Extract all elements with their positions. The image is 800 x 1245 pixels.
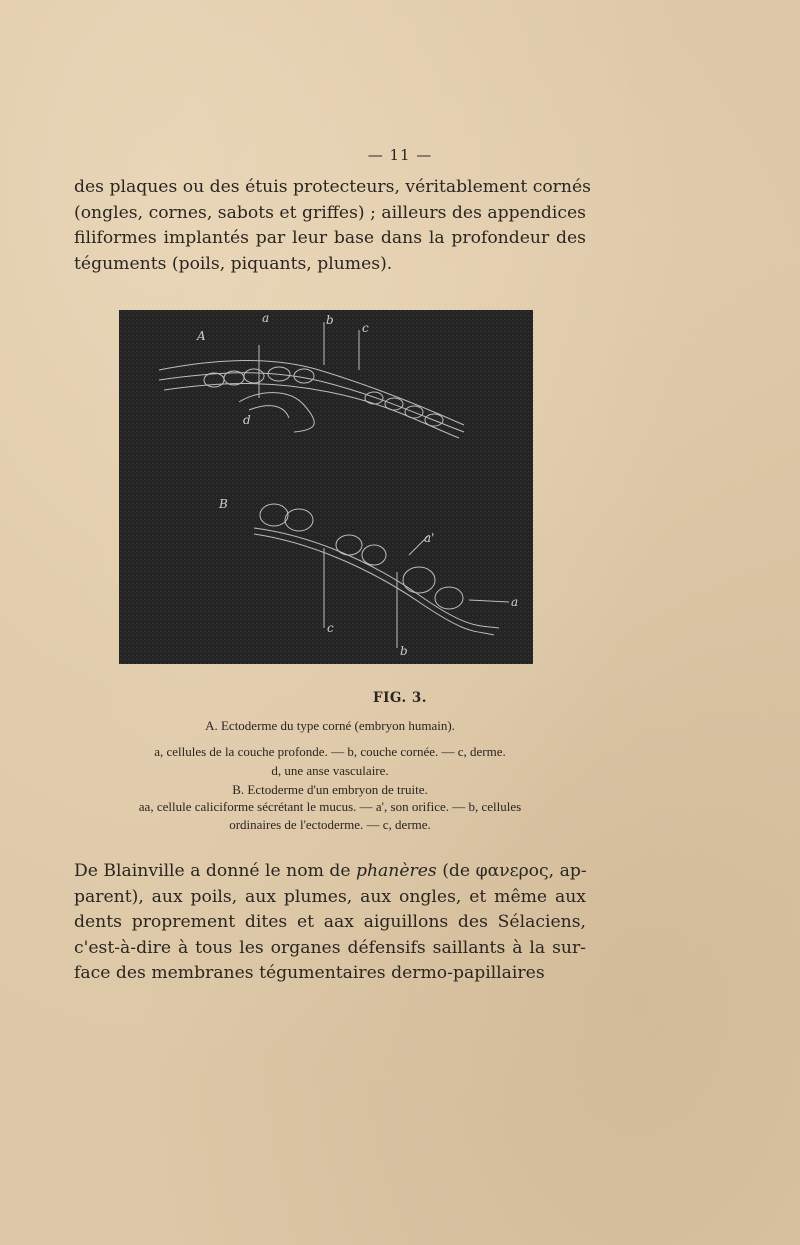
ectoderm-engraving <box>119 310 533 664</box>
caption-line: aa, cellule caliciforme sécrétant le mucus. — a', son orifice. — b, cellules <box>138 799 522 814</box>
figure-label: a' <box>424 531 435 545</box>
text-segment: (de φανερος, ap- <box>436 861 587 881</box>
figure-label: b <box>400 644 408 658</box>
figure-label: A <box>197 329 206 343</box>
figure-label: B <box>219 497 228 511</box>
paragraph-phaneres <box>74 859 586 987</box>
text-line: face des membranes tégumentaires dermo-papillaires <box>74 963 545 983</box>
text-line: filiformes implantés par leur base dans la profondeur des <box>74 228 586 248</box>
caption-line: d, une anse vasculaire. <box>271 763 389 778</box>
text-line <box>74 859 586 885</box>
figure-label: d <box>243 413 251 427</box>
text-line: (ongles, cornes, sabots et griffes) ; ailleurs des appendices <box>74 202 586 223</box>
caption-line: ordinaires de l'ectoderme. — c, derme. <box>229 817 431 832</box>
caption-line: B. Ectoderme d'un embryon de truite. <box>232 782 428 797</box>
figure-label: a <box>511 595 519 609</box>
text-segment: De Blainville a donné le nom de <box>74 861 356 881</box>
figure-title: FIG. 3. <box>373 690 427 706</box>
text-line: des plaques ou des étuis protecteurs, véritablement cornés <box>74 177 591 197</box>
caption-line: A. Ectoderme du type corné (embryon humain). <box>205 718 455 733</box>
figure-label: b <box>326 313 334 327</box>
text-line: téguments (poils, piquants, plumes). <box>74 253 393 274</box>
figure-label: c <box>327 621 334 635</box>
text-line: parent), aux poils, aux plumes, aux ongles, et même aux <box>74 886 586 907</box>
paragraph-intro <box>74 175 591 277</box>
page-number: — 11 — <box>367 146 433 164</box>
emphasis-term: phanères <box>355 861 437 881</box>
caption-line: a, cellules de la couche profonde. — b, couche cornée. — c, derme. <box>154 744 506 759</box>
figure-illustration <box>119 310 533 664</box>
text-line: dents proprement dites et aax aiguillons des Sélaciens, <box>74 912 586 932</box>
text-line: c'est-à-dire à tous les organes défensifs saillants à la sur- <box>74 937 586 958</box>
figure-label: c <box>362 321 369 335</box>
figure-label: a <box>262 311 270 325</box>
